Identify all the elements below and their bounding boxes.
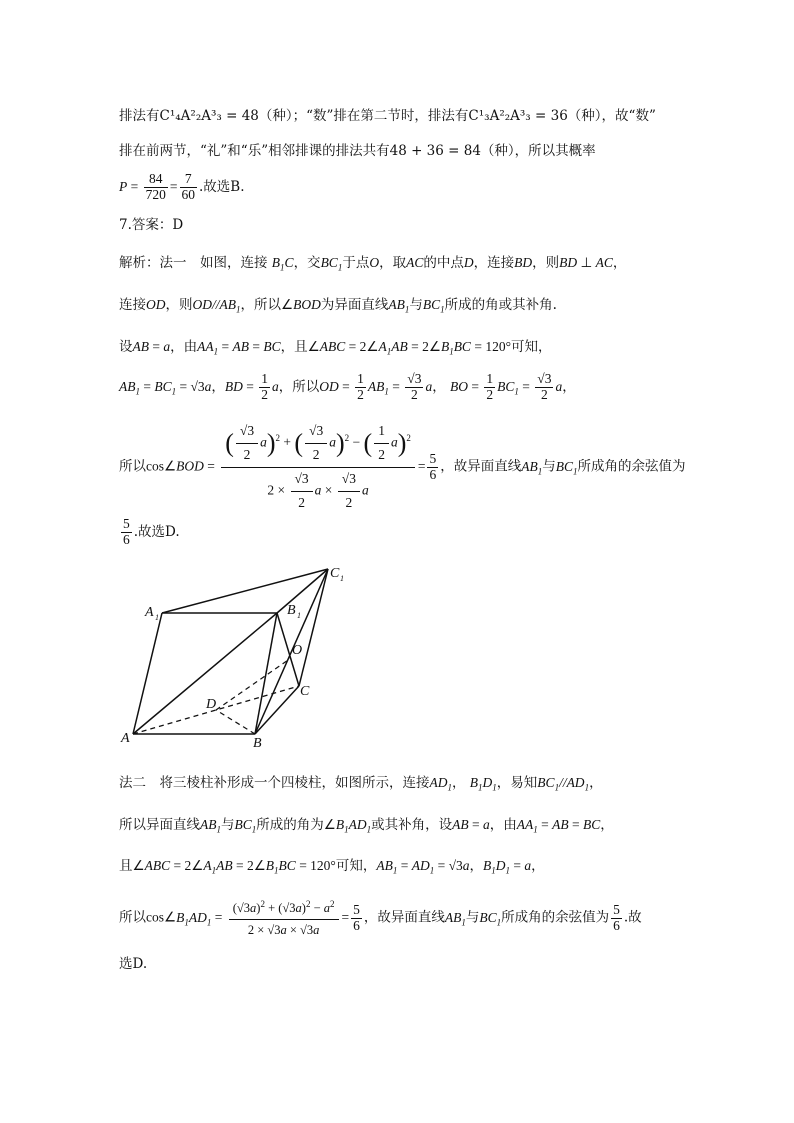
label-A: A xyxy=(121,731,130,746)
text-line-1: 排法有C¹₄A²₂A³₃ = 48（种）；“数”排在第二节时，排法有C¹₃A²₂A³₃ = 36（种），故“数” xyxy=(119,108,656,124)
label-C: C xyxy=(300,684,310,699)
edge-A-B1 xyxy=(133,613,277,734)
method2-line-3: 且∠ABC = $2\angle A_1AB$ = $2\angle B_1BC = 120^\circ$可知，$AB_1 = AD_1 = √3a$，$B_1D_1 = a$， xyxy=(119,858,545,876)
method2-line-1: 法二 将三棱柱补形成一个四棱柱，如图所示，连接$AD_1$， $B_1D_1$，易知$BC_1//AD_1$， xyxy=(119,775,603,793)
edge-B-C xyxy=(255,686,299,734)
label-C1-sub: 1 xyxy=(340,574,344,583)
label-B1: B xyxy=(287,603,296,618)
edge-A-A1 xyxy=(133,613,162,734)
dashed-D-O xyxy=(216,658,291,710)
prism-figure xyxy=(110,558,360,753)
cosine-formula-line: 所以cos∠BOD = ( $\frac{√3}{2}$ a)$^2$ + ( $\frac{√3}{2}$ a)$^2$ − ( $\frac{1}{2}$ a)$^2$ 2 × $\frac{√3}{2}$ a × $\frac{√3}{2}$ a = $\frac{5}{6}$ ，故异面直线$AB_1$与$BC_1$所成角的余弦值为 xyxy=(119,423,686,510)
label-B1-sub: 1 xyxy=(297,611,301,620)
method2-line-5: 选D. xyxy=(119,956,148,972)
label-O: O xyxy=(292,643,303,658)
method2-line-2: 所以异面直线$AB_1$与$BC_1$所成的角为$\angle B_1AD_1$或其补角，设AB = a，由$AA_1$ = AB = BC， xyxy=(119,817,614,835)
label-A1: A xyxy=(145,605,154,620)
label-C1: C xyxy=(330,566,340,581)
label-D: D xyxy=(206,697,217,712)
label-A1-sub: 1 xyxy=(155,613,159,622)
answer-7: 7.答案：D xyxy=(119,217,184,233)
edge-C-C1 xyxy=(299,569,328,686)
solution-line-1: 解析：法一 如图，连接 $B_1C$，交$BC_1$于点O，取AC的中点D，连接BD，则BD ⊥ AC， xyxy=(119,255,627,273)
edge-B-B1 xyxy=(255,613,277,734)
probability-line: P = $\frac{84}{720}$ = $\frac{7}{60}$ .故选B. xyxy=(119,171,245,202)
solution-line-4: $AB_1 = BC_1 = √3a$，BD = $\frac{1}{2}$ a，所以OD = $\frac{1}{2}$ $AB_1$ = $\frac{√3}{2}$ a， BO = $\frac{1}{2}$ $BC_1$ = $\frac{√3}{2}$ a， xyxy=(119,371,576,402)
solution-line-3: 设AB = a，由$AA_1$ = AB = BC，且∠ABC = $2\angle A_1AB$ = $2\angle B_1BC = 120^\circ$可知， xyxy=(119,339,552,357)
dashed-B-D xyxy=(216,710,255,734)
solution-line-2: 连接OD，则$OD//AB_1$，所以∠BOD为异面直线$AB_1$与$BC_1$所成的角或其补角. xyxy=(119,297,557,315)
label-B: B xyxy=(253,736,262,751)
text-line-2: 排在前两节，“礼”和“乐”相邻排课的排法共有48 + 36 = 84（种），所以其概率 xyxy=(119,143,596,159)
solution-line-6: $\frac{5}{6}$ .故选D. xyxy=(123,516,180,547)
method2-cosine-line: 所以$\cos\angle B_1AD_1$ = $\frac{(√3a)^2 + (√3a)^2 - a^2}{2 \times √3a \times √3a}$ = $\frac{5}{6}$ ，故异面直线$AB_1$与$BC_1$所成角的余弦值为 $\frac{5}{6}$ .故 xyxy=(119,899,642,937)
